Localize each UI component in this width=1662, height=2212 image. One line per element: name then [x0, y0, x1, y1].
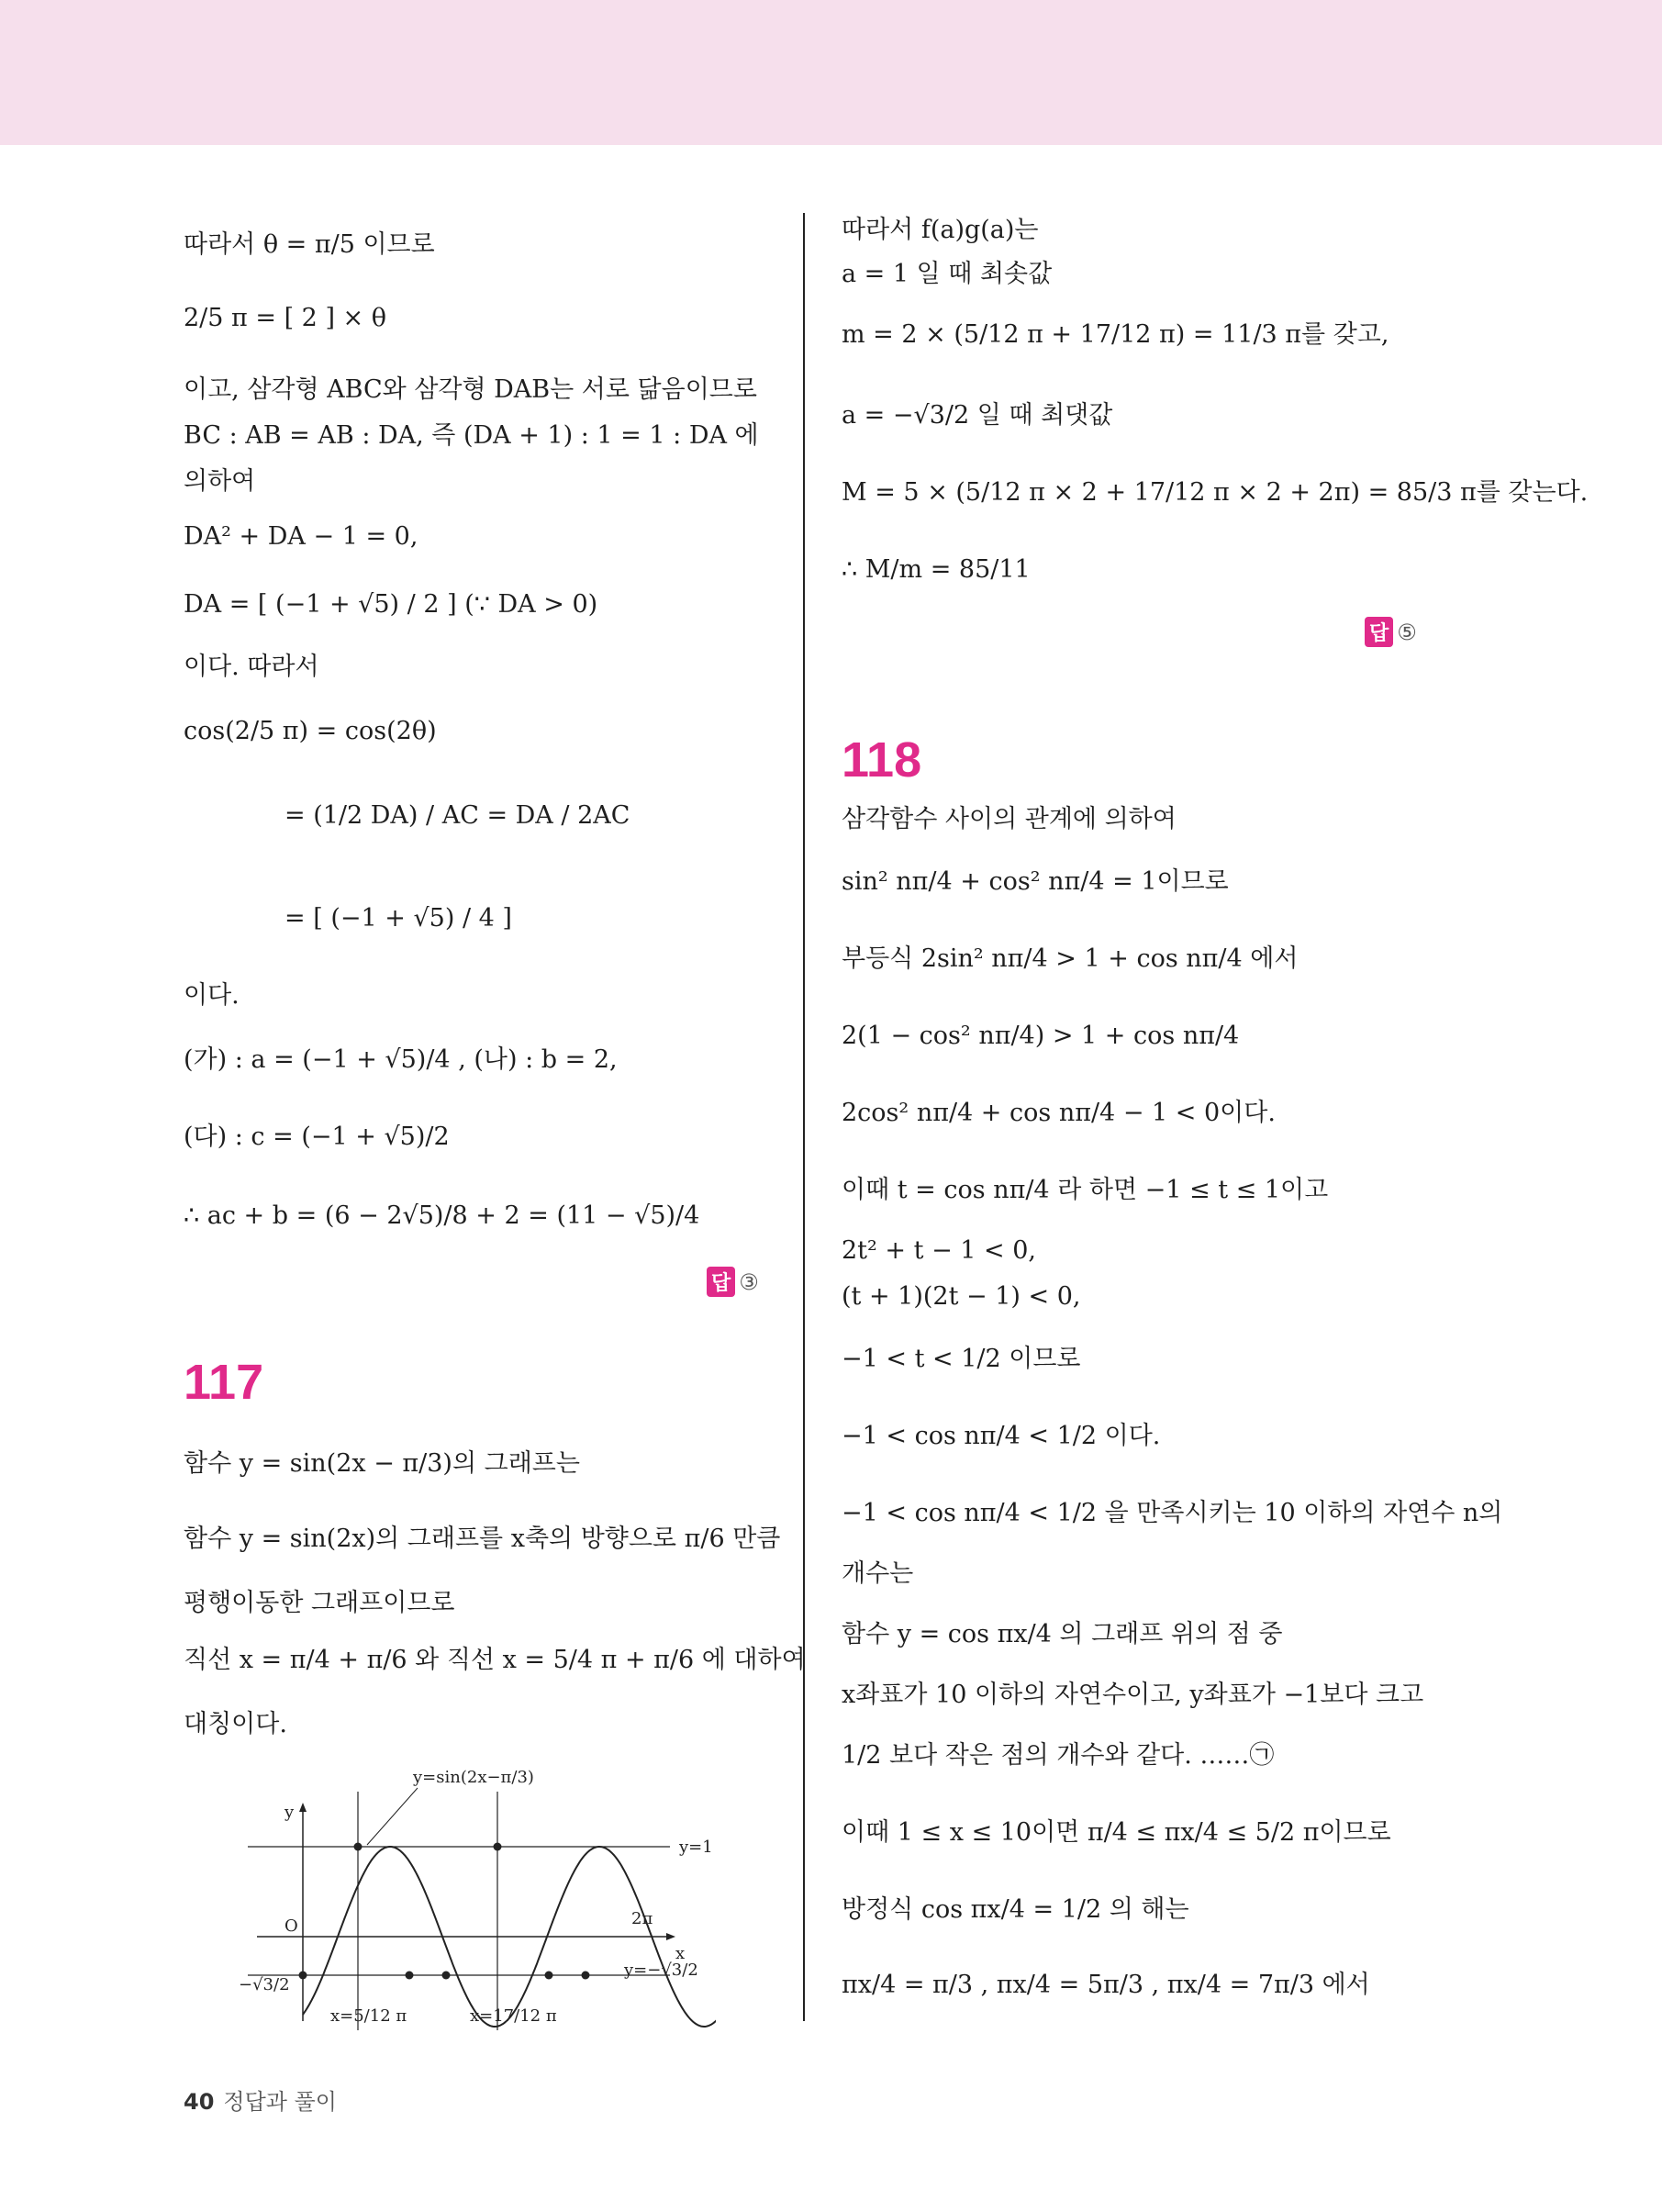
text-line: a = −√3/2 일 때 최댓값	[842, 401, 1113, 430]
text-line: πx/4 = π/3 , πx/4 = 5π/3 , πx/4 = 7π/3 에서	[842, 1971, 1370, 1999]
text-line: 2t² + t − 1 < 0,	[842, 1236, 1037, 1265]
column-divider	[803, 213, 805, 2021]
problem-number-117: 117	[184, 1355, 264, 1410]
yneg-label: y=−√3/2	[624, 1961, 698, 1980]
max-point	[354, 1843, 363, 1851]
text-line: sin² nπ/4 + cos² nπ/4 = 1이므로	[842, 867, 1229, 896]
text-line: M = 5 × (5/12 π × 2 + 17/12 π × 2 + 2π) = 85/3 π를 갖는다.	[842, 478, 1589, 507]
text-line: 방정식 cos πx/4 = 1/2 의 해는	[842, 1895, 1189, 1924]
text-line: 2cos² nπ/4 + cos nπ/4 − 1 < 0이다.	[842, 1099, 1276, 1127]
text-line: 1/2 보다 작은 점의 개수와 같다. ……㉠	[842, 1741, 1275, 1770]
graph-title: y=sin(2x−π/3)	[413, 1768, 534, 1787]
text-line: (t + 1)(2t − 1) < 0,	[842, 1282, 1081, 1311]
text-line: 부등식 2sin² nπ/4 > 1 + cos nπ/4 에서	[842, 944, 1299, 973]
text-line: ∴ ac + b = (6 − 2√5)/8 + 2 = (11 − √5)/4	[184, 1201, 700, 1230]
text-line-boxed: 2/5 π = [ 2 ] × θ	[184, 304, 387, 332]
text-line: cos(2/5 π) = cos(2θ)	[184, 717, 437, 745]
y-tick-label: −√3/2	[239, 1975, 290, 1994]
problem-number-118: 118	[842, 732, 922, 788]
text-line: 이고, 삼각형 ABC와 삼각형 DAB는 서로 닮음이므로	[184, 375, 757, 404]
max-point	[494, 1843, 502, 1851]
text-line: 개수는	[842, 1559, 914, 1588]
text-line: 함수 y = sin(2x)의 그래프를 x축의 방향으로 π/6 만큼	[184, 1525, 781, 1553]
two-pi-label: 2π	[631, 1909, 653, 1928]
text-line: a = 1 일 때 최솟값	[842, 260, 1053, 288]
x-axis-arrow	[666, 1933, 675, 1940]
origin-label: O	[284, 1916, 298, 1936]
text-line: 함수 y = sin(2x − π/3)의 그래프는	[184, 1449, 580, 1478]
text-line: (가) : a = (−1 + √5)/4 , (나) : b = 2,	[184, 1045, 618, 1074]
text-line: x좌표가 10 이하의 자연수이고, y좌표가 −1보다 크고	[842, 1681, 1424, 1709]
text-line: 따라서 θ = π/5 이므로	[184, 230, 435, 259]
vline2-label: x=17/12 π	[470, 2006, 557, 2026]
y-axis-arrow	[299, 1803, 307, 1812]
text-line: ∴ M/m = 85/11	[842, 555, 1031, 584]
text-line: −1 < cos nπ/4 < 1/2 을 만족시키는 10 이하의 자연수 n의	[842, 1499, 1503, 1527]
text-line: BC : AB = AB : DA, 즉 (DA + 1) : 1 = 1 : DA 에	[184, 421, 759, 450]
y1-label: y=1	[679, 1838, 713, 1857]
text-line: 이때 1 ≤ x ≤ 10이면 π/4 ≤ πx/4 ≤ 5/2 π이므로	[842, 1818, 1391, 1847]
text-line: 삼각함수 사이의 관계에 의하여	[842, 805, 1177, 833]
sine-graph	[239, 1755, 716, 2030]
point	[442, 1972, 451, 1980]
text-line-boxed: = [ (−1 + √5) / 4 ]	[284, 904, 512, 933]
text-line: = (1/2 DA) / AC = DA / 2AC	[284, 801, 630, 830]
page-footer	[184, 2084, 337, 2116]
text-line: 이다. 따라서	[184, 653, 319, 681]
text-line: 따라서 f(a)g(a)는	[842, 216, 1039, 244]
text-line: 이때 t = cos nπ/4 라 하면 −1 ≤ t ≤ 1이고	[842, 1176, 1329, 1204]
text-line: −1 < cos nπ/4 < 1/2 이다.	[842, 1422, 1161, 1450]
text-line-boxed: DA = [ (−1 + √5) / 2 ] (∵ DA > 0)	[184, 590, 598, 619]
page-number: 40	[184, 2089, 215, 2115]
answer-mark	[707, 1267, 759, 1297]
y-axis-label: y	[284, 1803, 295, 1822]
answer-value: ③	[739, 1269, 759, 1295]
answer-value: ⑤	[1397, 620, 1417, 645]
vline1-label: x=5/12 π	[330, 2006, 407, 2026]
point	[582, 1972, 590, 1980]
text-line: m = 2 × (5/12 π + 17/12 π) = 11/3 π를 갖고,	[842, 320, 1389, 349]
answer-badge: 답	[1365, 617, 1393, 647]
footer-label: 정답과 풀이	[223, 2089, 337, 2115]
text-line: 직선 x = π/4 + π/6 와 직선 x = 5/4 π + π/6 에 대하여	[184, 1646, 806, 1674]
text-line: (다) : c = (−1 + √5)/2	[184, 1123, 450, 1151]
text-line: 평행이동한 그래프이므로	[184, 1589, 455, 1617]
text-line: 이다.	[184, 981, 240, 1010]
answer-badge: 답	[707, 1267, 735, 1297]
text-line: DA² + DA − 1 = 0,	[184, 522, 418, 551]
point	[299, 1972, 307, 1980]
point	[406, 1972, 414, 1980]
text-line: −1 < t < 1/2 이므로	[842, 1345, 1081, 1373]
answer-mark	[1365, 617, 1417, 647]
point	[545, 1972, 553, 1980]
text-line: 2(1 − cos² nπ/4) > 1 + cos nπ/4	[842, 1022, 1240, 1050]
x-axis-label: x	[675, 1944, 686, 1963]
text-line: 대칭이다.	[184, 1710, 287, 1738]
header-band	[0, 0, 1662, 145]
text-line: 의하여	[184, 467, 256, 496]
label-pointer	[367, 1788, 418, 1845]
text-line: 함수 y = cos πx/4 의 그래프 위의 점 중	[842, 1620, 1283, 1648]
